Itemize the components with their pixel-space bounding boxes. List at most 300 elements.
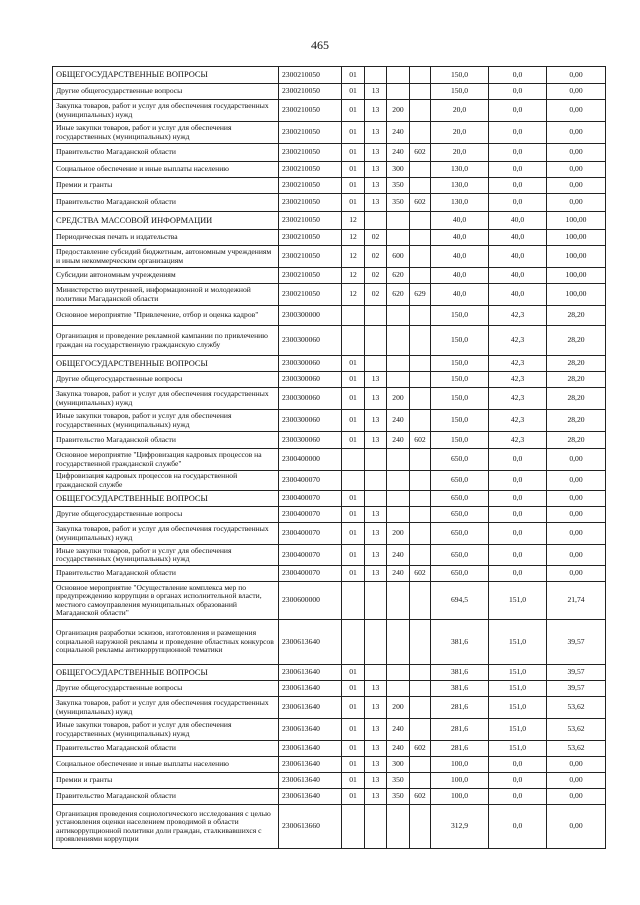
subsection-code: 13 <box>365 194 387 212</box>
execution-percent: 0,00 <box>547 122 606 144</box>
execution-percent: 39,57 <box>547 681 606 697</box>
chapter-code <box>410 665 431 681</box>
expense-type-code: 240 <box>387 410 410 432</box>
section-code: 01 <box>342 523 365 545</box>
execution-percent: 0,00 <box>547 100 606 122</box>
row-name: Правительство Магаданской области <box>53 144 279 162</box>
expense-type-code: 240 <box>387 144 410 162</box>
subsection-code: 13 <box>365 757 387 773</box>
target-article-code: 2300613640 <box>279 620 342 665</box>
subsection-code: 13 <box>365 410 387 432</box>
executed-amount: 42,3 <box>489 432 547 449</box>
row-name: ОБЩЕГОСУДАРСТВЕННЫЕ ВОПРОСЫ <box>53 356 279 372</box>
table-row <box>53 773 606 789</box>
executed-amount: 40,0 <box>489 212 547 230</box>
subsection-code: 02 <box>365 284 387 306</box>
expense-type-code <box>387 681 410 697</box>
execution-percent: 0,00 <box>547 471 606 491</box>
expense-type-code: 620 <box>387 268 410 284</box>
row-name: Организация разработки эскизов, изготовления и размещения социальной наружной рекламы и проведение областных конкурсов социальной рекламы антикоррупционной тематики <box>53 620 279 665</box>
execution-percent: 0,00 <box>547 67 606 84</box>
planned-amount: 40,0 <box>431 268 489 284</box>
expense-type-code <box>387 665 410 681</box>
expense-type-code <box>387 582 410 620</box>
section-code: 01 <box>342 545 365 566</box>
planned-amount: 150,0 <box>431 388 489 410</box>
expense-type-code: 200 <box>387 523 410 545</box>
execution-percent: 28,20 <box>547 356 606 372</box>
section-code: 01 <box>342 697 365 719</box>
table-row <box>53 697 606 719</box>
chapter-code <box>410 67 431 84</box>
row-name: Основное мероприятие "Привлечение, отбор и оценка кадров" <box>53 306 279 326</box>
section-code: 01 <box>342 100 365 122</box>
chapter-code <box>410 523 431 545</box>
planned-amount: 650,0 <box>431 566 489 582</box>
expense-type-code: 240 <box>387 122 410 144</box>
expense-type-code: 240 <box>387 545 410 566</box>
expense-type-code <box>387 326 410 356</box>
execution-percent: 0,00 <box>547 449 606 471</box>
chapter-code <box>410 491 431 507</box>
subsection-code <box>365 356 387 372</box>
chapter-code <box>410 545 431 566</box>
executed-amount: 0,0 <box>489 84 547 100</box>
subsection-code <box>365 620 387 665</box>
expense-type-code <box>387 471 410 491</box>
execution-percent: 0,00 <box>547 566 606 582</box>
section-code: 12 <box>342 230 365 246</box>
row-name: Премии и гранты <box>53 773 279 789</box>
planned-amount: 40,0 <box>431 230 489 246</box>
chapter-code <box>410 122 431 144</box>
target-article-code: 2300613640 <box>279 719 342 741</box>
chapter-code <box>410 178 431 194</box>
table-row <box>53 284 606 306</box>
chapter-code <box>410 84 431 100</box>
section-code: 12 <box>342 284 365 306</box>
row-name: Правительство Магаданской области <box>53 789 279 805</box>
table-row <box>53 100 606 122</box>
chapter-code <box>410 410 431 432</box>
table-row <box>53 410 606 432</box>
execution-percent: 28,20 <box>547 372 606 388</box>
section-code: 01 <box>342 681 365 697</box>
budget-table <box>52 66 606 849</box>
target-article-code: 2300210050 <box>279 246 342 268</box>
chapter-code: 629 <box>410 284 431 306</box>
planned-amount: 150,0 <box>431 410 489 432</box>
target-article-code: 2300210050 <box>279 144 342 162</box>
planned-amount: 150,0 <box>431 356 489 372</box>
subsection-code: 13 <box>365 545 387 566</box>
target-article-code: 2300210050 <box>279 268 342 284</box>
planned-amount: 40,0 <box>431 284 489 306</box>
row-name: Закупка товаров, работ и услуг для обеспечения государственных (муниципальных) нужд <box>53 523 279 545</box>
target-article-code: 2300210050 <box>279 212 342 230</box>
section-code: 01 <box>342 789 365 805</box>
execution-percent: 0,00 <box>547 789 606 805</box>
chapter-code <box>410 326 431 356</box>
executed-amount: 151,0 <box>489 665 547 681</box>
chapter-code <box>410 620 431 665</box>
chapter-code <box>410 162 431 178</box>
planned-amount: 100,0 <box>431 757 489 773</box>
expense-type-code: 600 <box>387 246 410 268</box>
expense-type-code: 620 <box>387 284 410 306</box>
subsection-code <box>365 449 387 471</box>
chapter-code <box>410 471 431 491</box>
row-name: Другие общегосударственные вопросы <box>53 84 279 100</box>
row-name: Закупка товаров, работ и услуг для обеспечения государственных (муниципальных) нужд <box>53 100 279 122</box>
subsection-code: 13 <box>365 100 387 122</box>
table-row <box>53 212 606 230</box>
subsection-code <box>365 491 387 507</box>
row-name: Другие общегосударственные вопросы <box>53 507 279 523</box>
target-article-code: 2300400070 <box>279 566 342 582</box>
section-code <box>342 805 365 849</box>
expense-type-code: 350 <box>387 178 410 194</box>
executed-amount: 151,0 <box>489 582 547 620</box>
expense-type-code <box>387 84 410 100</box>
chapter-code: 602 <box>410 432 431 449</box>
executed-amount: 0,0 <box>489 122 547 144</box>
table-row <box>53 178 606 194</box>
section-code: 01 <box>342 84 365 100</box>
expense-type-code <box>387 620 410 665</box>
execution-percent: 28,20 <box>547 326 606 356</box>
expense-type-code <box>387 507 410 523</box>
expense-type-code <box>387 212 410 230</box>
execution-percent: 0,00 <box>547 757 606 773</box>
section-code <box>342 471 365 491</box>
target-article-code: 2300300060 <box>279 356 342 372</box>
row-name: Премии и гранты <box>53 178 279 194</box>
target-article-code: 2300613640 <box>279 681 342 697</box>
executed-amount: 42,3 <box>489 372 547 388</box>
target-article-code: 2300613660 <box>279 805 342 849</box>
row-name: Периодическая печать и издательства <box>53 230 279 246</box>
expense-type-code: 300 <box>387 162 410 178</box>
chapter-code <box>410 757 431 773</box>
row-name: Другие общегосударственные вопросы <box>53 372 279 388</box>
row-name: ОБЩЕГОСУДАРСТВЕННЫЕ ВОПРОСЫ <box>53 491 279 507</box>
subsection-code: 13 <box>365 162 387 178</box>
execution-percent: 53,62 <box>547 697 606 719</box>
target-article-code: 2300613640 <box>279 757 342 773</box>
section-code: 01 <box>342 507 365 523</box>
planned-amount: 150,0 <box>431 372 489 388</box>
row-name: Цифровизация кадровых процессов на государственной гражданской службе <box>53 471 279 491</box>
table-row <box>53 326 606 356</box>
executed-amount: 151,0 <box>489 681 547 697</box>
target-article-code: 2300613640 <box>279 789 342 805</box>
expense-type-code <box>387 449 410 471</box>
executed-amount: 42,3 <box>489 388 547 410</box>
subsection-code <box>365 67 387 84</box>
executed-amount: 40,0 <box>489 284 547 306</box>
expense-type-code: 350 <box>387 789 410 805</box>
budget-table-body <box>53 67 606 849</box>
section-code: 01 <box>342 491 365 507</box>
executed-amount: 0,0 <box>489 471 547 491</box>
target-article-code: 2300210050 <box>279 162 342 178</box>
target-article-code: 2300210050 <box>279 230 342 246</box>
table-row <box>53 306 606 326</box>
planned-amount: 650,0 <box>431 471 489 491</box>
planned-amount: 381,6 <box>431 681 489 697</box>
row-name: Иные закупки товаров, работ и услуг для обеспечения государственных (муниципальных) нужд <box>53 410 279 432</box>
execution-percent: 0,00 <box>547 178 606 194</box>
section-code: 01 <box>342 372 365 388</box>
row-name: Министерство внутренней, информационной и молодежной политики Магаданской области <box>53 284 279 306</box>
section-code: 01 <box>342 757 365 773</box>
chapter-code: 602 <box>410 789 431 805</box>
planned-amount: 20,0 <box>431 122 489 144</box>
row-name: Основное мероприятие "Осуществление комплекса мер по предупреждению коррупции в органах исполнительной власти, местного самоуправления муниципальных образований Магаданской области" <box>53 582 279 620</box>
row-name: Иные закупки товаров, работ и услуг для обеспечения государственных (муниципальных) нужд <box>53 122 279 144</box>
chapter-code <box>410 507 431 523</box>
expense-type-code: 200 <box>387 697 410 719</box>
chapter-code <box>410 388 431 410</box>
planned-amount: 40,0 <box>431 246 489 268</box>
table-row <box>53 122 606 144</box>
table-row <box>53 449 606 471</box>
subsection-code: 13 <box>365 122 387 144</box>
section-code <box>342 582 365 620</box>
executed-amount: 0,0 <box>489 566 547 582</box>
section-code: 01 <box>342 144 365 162</box>
execution-percent: 100,00 <box>547 246 606 268</box>
section-code: 01 <box>342 194 365 212</box>
row-name: Правительство Магаданской области <box>53 194 279 212</box>
subsection-code <box>365 471 387 491</box>
row-name: ОБЩЕГОСУДАРСТВЕННЫЕ ВОПРОСЫ <box>53 665 279 681</box>
table-row <box>53 681 606 697</box>
expense-type-code <box>387 230 410 246</box>
chapter-code <box>410 449 431 471</box>
table-row <box>53 789 606 805</box>
table-row <box>53 620 606 665</box>
target-article-code: 2300600000 <box>279 582 342 620</box>
execution-percent: 28,20 <box>547 432 606 449</box>
chapter-code: 602 <box>410 566 431 582</box>
chapter-code <box>410 246 431 268</box>
section-code: 01 <box>342 665 365 681</box>
subsection-code: 13 <box>365 178 387 194</box>
section-code <box>342 620 365 665</box>
execution-percent: 21,74 <box>547 582 606 620</box>
table-row <box>53 582 606 620</box>
subsection-code: 13 <box>365 372 387 388</box>
expense-type-code <box>387 805 410 849</box>
chapter-code <box>410 306 431 326</box>
target-article-code: 2300210050 <box>279 122 342 144</box>
section-code: 01 <box>342 773 365 789</box>
chapter-code <box>410 100 431 122</box>
planned-amount: 381,6 <box>431 665 489 681</box>
section-code <box>342 449 365 471</box>
table-row <box>53 523 606 545</box>
subsection-code: 13 <box>365 388 387 410</box>
planned-amount: 100,0 <box>431 789 489 805</box>
table-row <box>53 84 606 100</box>
target-article-code: 2300400070 <box>279 545 342 566</box>
subsection-code: 02 <box>365 230 387 246</box>
row-name: Организация и проведение рекламной кампании по привлечению граждан на государственную гражданскую службу <box>53 326 279 356</box>
row-name: Предоставление субсидий бюджетным, автономным учреждениям и иным некоммерческим организациям <box>53 246 279 268</box>
execution-percent: 0,00 <box>547 84 606 100</box>
table-row <box>53 194 606 212</box>
target-article-code: 2300613640 <box>279 665 342 681</box>
table-row <box>53 432 606 449</box>
execution-percent: 53,62 <box>547 741 606 757</box>
target-article-code: 2300300060 <box>279 326 342 356</box>
planned-amount: 312,9 <box>431 805 489 849</box>
execution-percent: 28,20 <box>547 306 606 326</box>
target-article-code: 2300400070 <box>279 491 342 507</box>
section-code: 01 <box>342 741 365 757</box>
subsection-code: 13 <box>365 719 387 741</box>
executed-amount: 0,0 <box>489 757 547 773</box>
row-name: Социальное обеспечение и иные выплаты населению <box>53 162 279 178</box>
execution-percent: 0,00 <box>547 773 606 789</box>
section-code: 01 <box>342 719 365 741</box>
planned-amount: 281,6 <box>431 697 489 719</box>
chapter-code: 602 <box>410 144 431 162</box>
subsection-code: 13 <box>365 697 387 719</box>
target-article-code: 2300210050 <box>279 67 342 84</box>
table-row <box>53 805 606 849</box>
subsection-code: 13 <box>365 566 387 582</box>
row-name: Другие общегосударственные вопросы <box>53 681 279 697</box>
execution-percent: 0,00 <box>547 523 606 545</box>
executed-amount: 40,0 <box>489 246 547 268</box>
row-name: Правительство Магаданской области <box>53 566 279 582</box>
chapter-code <box>410 268 431 284</box>
expense-type-code: 240 <box>387 432 410 449</box>
executed-amount: 0,0 <box>489 789 547 805</box>
page-number: 465 <box>311 38 329 52</box>
execution-percent: 28,20 <box>547 410 606 432</box>
section-code: 01 <box>342 388 365 410</box>
table-row <box>53 566 606 582</box>
chapter-code <box>410 356 431 372</box>
target-article-code: 2300300060 <box>279 410 342 432</box>
row-name: Социальное обеспечение и иные выплаты населению <box>53 757 279 773</box>
target-article-code: 2300400000 <box>279 449 342 471</box>
row-name: Иные закупки товаров, работ и услуг для обеспечения государственных (муниципальных) нужд <box>53 545 279 566</box>
target-article-code: 2300400070 <box>279 523 342 545</box>
executed-amount: 42,3 <box>489 410 547 432</box>
section-code: 01 <box>342 122 365 144</box>
row-name: Субсидии автономным учреждениям <box>53 268 279 284</box>
executed-amount: 151,0 <box>489 719 547 741</box>
table-row <box>53 388 606 410</box>
chapter-code: 602 <box>410 741 431 757</box>
subsection-code <box>365 306 387 326</box>
expense-type-code: 200 <box>387 100 410 122</box>
target-article-code: 2300210050 <box>279 194 342 212</box>
subsection-code: 13 <box>365 789 387 805</box>
subsection-code: 13 <box>365 523 387 545</box>
chapter-code <box>410 697 431 719</box>
executed-amount: 40,0 <box>489 268 547 284</box>
expense-type-code <box>387 356 410 372</box>
subsection-code: 13 <box>365 432 387 449</box>
expense-type-code <box>387 306 410 326</box>
executed-amount: 0,0 <box>489 523 547 545</box>
planned-amount: 650,0 <box>431 523 489 545</box>
section-code: 12 <box>342 212 365 230</box>
executed-amount: 0,0 <box>489 100 547 122</box>
execution-percent: 0,00 <box>547 491 606 507</box>
subsection-code <box>365 326 387 356</box>
execution-percent: 0,00 <box>547 194 606 212</box>
planned-amount: 381,6 <box>431 620 489 665</box>
planned-amount: 281,6 <box>431 719 489 741</box>
executed-amount: 0,0 <box>489 491 547 507</box>
row-name: СРЕДСТВА МАССОВОЙ ИНФОРМАЦИИ <box>53 212 279 230</box>
planned-amount: 130,0 <box>431 162 489 178</box>
table-row <box>53 162 606 178</box>
execution-percent: 0,00 <box>547 162 606 178</box>
row-name: ОБЩЕГОСУДАРСТВЕННЫЕ ВОПРОСЫ <box>53 67 279 84</box>
chapter-code <box>410 230 431 246</box>
subsection-code: 13 <box>365 144 387 162</box>
execution-percent: 53,62 <box>547 719 606 741</box>
chapter-code: 602 <box>410 194 431 212</box>
subsection-code <box>365 805 387 849</box>
chapter-code <box>410 719 431 741</box>
executed-amount: 0,0 <box>489 545 547 566</box>
chapter-code <box>410 372 431 388</box>
execution-percent: 100,00 <box>547 212 606 230</box>
table-row <box>53 757 606 773</box>
table-row <box>53 268 606 284</box>
subsection-code <box>365 212 387 230</box>
executed-amount: 151,0 <box>489 697 547 719</box>
table-row <box>53 356 606 372</box>
table-row <box>53 491 606 507</box>
target-article-code: 2300300000 <box>279 306 342 326</box>
planned-amount: 150,0 <box>431 84 489 100</box>
target-article-code: 2300210050 <box>279 100 342 122</box>
row-name: Правительство Магаданской области <box>53 741 279 757</box>
subsection-code: 13 <box>365 84 387 100</box>
expense-type-code: 350 <box>387 773 410 789</box>
section-code: 01 <box>342 566 365 582</box>
executed-amount: 42,3 <box>489 356 547 372</box>
row-name: Основное мероприятие "Цифровизация кадровых процессов на государственной гражданской службе" <box>53 449 279 471</box>
planned-amount: 650,0 <box>431 491 489 507</box>
executed-amount: 0,0 <box>489 507 547 523</box>
subsection-code: 13 <box>365 741 387 757</box>
row-name: Закупка товаров, работ и услуг для обеспечения государственных (муниципальных) нужд <box>53 388 279 410</box>
planned-amount: 130,0 <box>431 178 489 194</box>
executed-amount: 0,0 <box>489 773 547 789</box>
row-name: Иные закупки товаров, работ и услуг для обеспечения государственных (муниципальных) нужд <box>53 719 279 741</box>
planned-amount: 150,0 <box>431 306 489 326</box>
chapter-code <box>410 582 431 620</box>
table-row <box>53 545 606 566</box>
planned-amount: 281,6 <box>431 741 489 757</box>
target-article-code: 2300300060 <box>279 372 342 388</box>
planned-amount: 20,0 <box>431 100 489 122</box>
subsection-code <box>365 665 387 681</box>
section-code: 01 <box>342 162 365 178</box>
expense-type-code: 200 <box>387 388 410 410</box>
